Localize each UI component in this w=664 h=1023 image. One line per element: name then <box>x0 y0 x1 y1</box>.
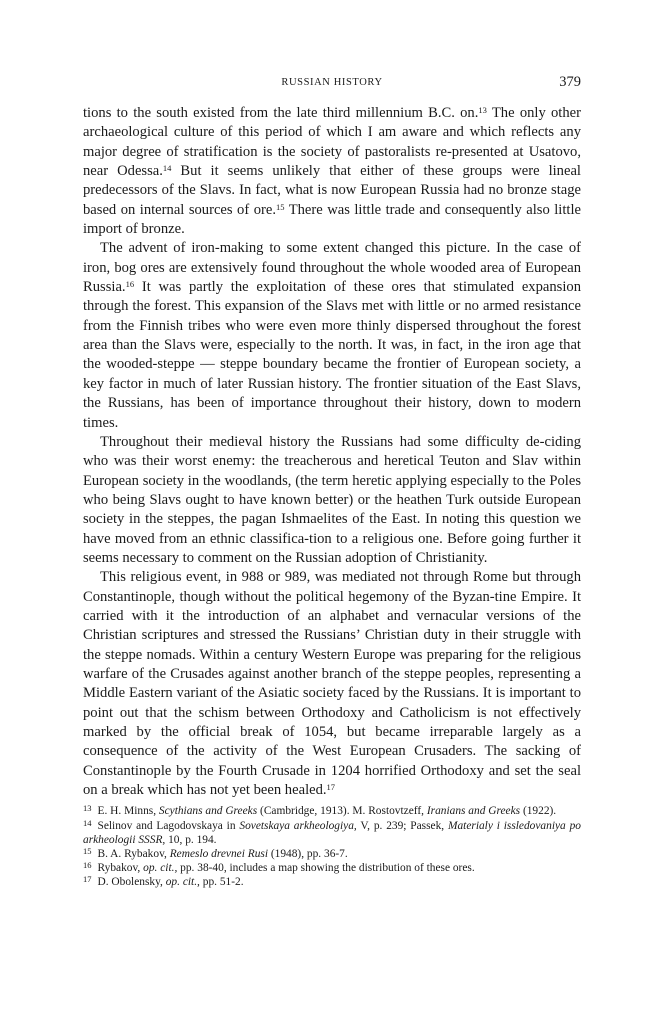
paragraph: tions to the south existed from the late third millennium B.C. on.$^{13}$ The only other archaeological culture of this period of which I am aware and which reflects any major degree of stratification is the society of pastoralists re-presented at Usatovo, near Odessa.$^{14}$ But it seems unlikely that either of these groups were lineal predecessors of the Slavs. In fact, what is now European Russia had no bronze stage based on internal sources of ore.$^{15}$ There was little trade and consequently also little import of bronze. <box>83 105 581 238</box>
paragraph: Throughout their medieval history the Russians had some difficulty de-ciding who was their worst enemy: the treacherous and heretical Teuton and Slav within European society in the woodlands, (the term heretic applying especially to the Poles who being Slavs ought to have known better) or the heathen Turk outside European society in the steppes, the pagan Ishmaelites of the East. In noting this question we have moved from an ethnic classifica-tion to a religious one. Before going further it seems necessary to comment on the Russian adoption of Christianity. <box>83 433 581 566</box>
footnote: $^{13}$ E. H. Minns, Scythians and Greeks (Cambridge, 1913). M. Rostovtzeff, Iranians and Greeks (1922). <box>83 803 557 818</box>
page-header <box>83 74 581 98</box>
paragraph: The advent of iron-making to some extent changed this picture. In the case of iron, bog ores are extensively found throughout the whole wooded area of European Russia.$^{16}$ It was partly the exploitation of these ores that stimulated expansion through the forest. This expansion of the Slavs met with little or no armed resistance from the Finnish tribes who were even more thinly dispersed throughout the forest area than the Slavs were, especially to the north. It was, in fact, in the iron age that the wooded-steppe — steppe boundary became the frontier of European society, a key factor in much of later Russian history. The frontier situation of the East Slavs, the Russians, has been of importance throughout their history, down to modern times. <box>83 240 581 431</box>
footnote: $^{16}$ Rybakov, op. cit., pp. 38-40, includes a map showing the distribution of these ores. <box>83 860 475 875</box>
running-title: RUSSIAN HISTORY <box>281 77 383 88</box>
page-number: 379 <box>559 74 581 90</box>
book-page <box>83 74 581 890</box>
footnote-ref[interactable]: 15 <box>275 201 285 212</box>
footnotes <box>83 804 581 889</box>
footnote-ref[interactable]: 16 <box>125 279 135 290</box>
footnote: $^{14}$ Selinov and Lagodovskaya in Sovetskaya arkheologiya, V, p. 239; Passek, Materialy i issledovaniya po arkheologii SSSR, 10, p. 194. <box>83 817 581 846</box>
footnote-ref[interactable]: 13 <box>478 105 487 115</box>
footnote-ref[interactable]: 14 <box>162 163 172 174</box>
body-text <box>83 104 581 800</box>
footnote: $^{15}$ B. A. Rybakov, Remeslo drevnei Rusi (1948), pp. 36-7. <box>83 845 348 860</box>
footnote-ref[interactable]: 17 <box>326 782 336 793</box>
paragraph: This religious event, in 988 or 989, was mediated not through Rome but through Constantinople, though without the political hegemony of the Byzan-tine Empire. It carried with it the introduction of an alphabet and vernacular versions of the Christian scriptures and stressed the Russians’ Christian duty in their struggle with the steppe nomads. Within a century Western Europe was preparing for the religious warfare of the Crusades against another branch of the steppe peoples, representing a Middle Eastern variant of the Asiatic society faced by the Russians. It is important to point out that the schism between Orthodoxy and Catholicism is not effectively marked by the official break of 1054, but became irreparable largely as a consequence of the activity of the West European Crusaders. The sacking of Constantinople by the Fourth Crusade in 1204 horrified Orthodoxy and set the seal on a break which has not yet been healed.$^{17}$ <box>83 569 581 799</box>
footnote: $^{17}$ D. Obolensky, op. cit., pp. 51-2. <box>83 874 244 889</box>
